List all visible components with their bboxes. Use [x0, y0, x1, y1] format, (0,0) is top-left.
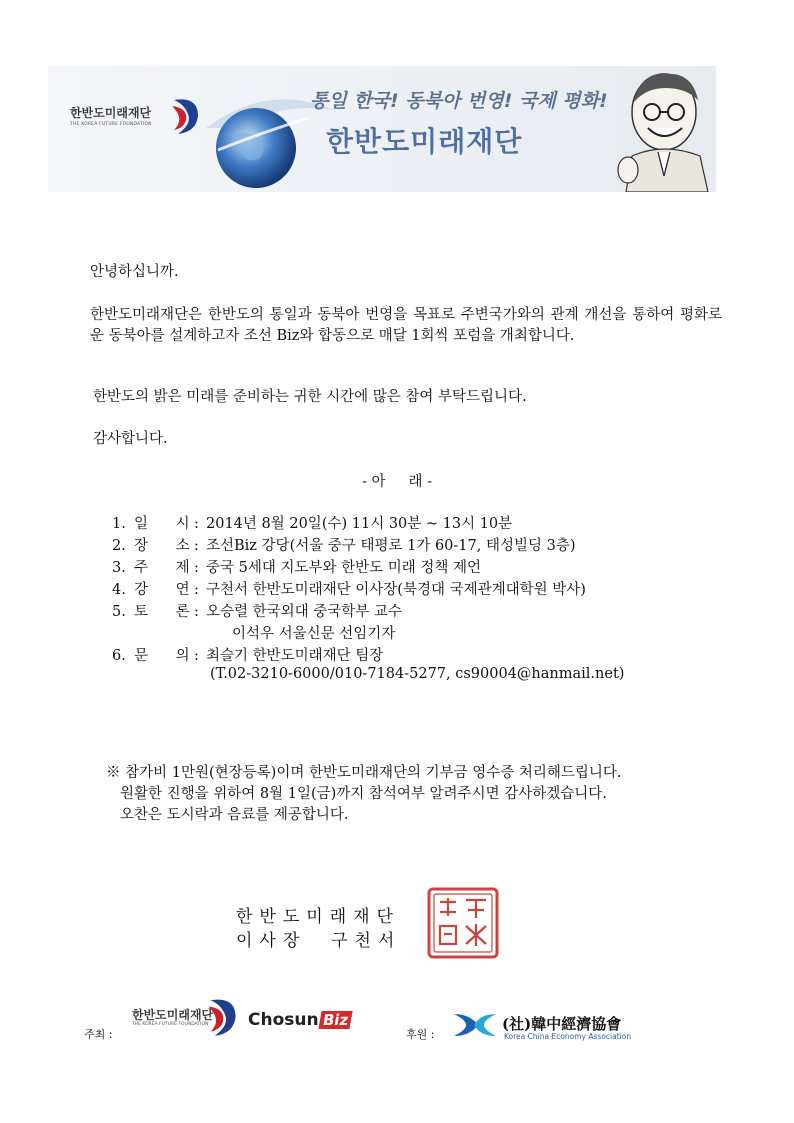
signature-org: 한반도미래재단 — [236, 907, 400, 927]
header-banner — [48, 66, 716, 192]
sponsor-subtext: Korea China Economy Association — [504, 1032, 632, 1041]
detail-discussion: 5. 토 론 : 오승렬 한국외대 중국학부 교수 — [112, 604, 402, 620]
sponsor-emblem-icon — [452, 1010, 498, 1040]
chosun-biz-logo — [248, 1010, 351, 1030]
sponsor-name: (社)韓中經濟協會 — [502, 1015, 622, 1033]
detail-date: 1. 일 시 : 2014년 8월 20일(수) 11시 30분 ~ 13시 10분 — [112, 516, 513, 532]
notice-header: - 아 래 - — [361, 474, 433, 490]
signature-person: 이사장 구천서 — [236, 931, 402, 951]
taegeuk-swoosh-icon — [168, 94, 202, 138]
greeting: 안녕하십니까. — [90, 264, 179, 280]
detail-value: 오승렬 한국외대 중국학부 교수 — [206, 604, 402, 620]
biz-logo-text: Biz — [318, 1011, 352, 1029]
sponsor-logo — [452, 1010, 672, 1044]
detail-value: 구천서 한반도미래재단 이사장(북경대 국제관계대학원 박사) — [206, 582, 586, 598]
detail-topic: 3. 주 제 : 중국 5세대 지도부와 한반도 미래 정책 제언 — [112, 560, 481, 576]
detail-value: (T.02-3210-6000/010-7184-5277, cs90004@hanmail.net) — [210, 666, 625, 682]
detail-value: 조선Biz 강당(서울 중구 태평로 1가 60-17, 태성빌딩 3층) — [206, 538, 576, 554]
chairman-caricature-icon — [616, 66, 716, 192]
logo-subtext: THE KOREA FUTURE FOUNDATION — [70, 122, 152, 127]
sponsor-label: 후원 : — [406, 1028, 435, 1041]
host-logo — [132, 1000, 242, 1044]
thanks-text: 감사합니다. — [93, 431, 168, 447]
invitation-paragraph: 한반도의 밝은 미래를 준비하는 귀한 시간에 많은 참여 부탁드립니다. — [93, 389, 527, 405]
detail-contact-info — [210, 666, 624, 682]
logo-text: 한반도미래재단 — [70, 106, 152, 120]
note-fee: ※ 참가비 1만원(현장등록)이며 한반도미래재단의 기부금 영수증 처리해드립니다. — [106, 765, 622, 781]
detail-value: 최슬기 한반도미래재단 팀장 — [206, 648, 384, 664]
foundation-logo — [70, 98, 200, 158]
host-logo-text: 한반도미래재단 — [132, 1008, 214, 1022]
host-logo-subtext: THE KOREA FUTURE FOUNDATION — [132, 1022, 209, 1027]
note-rsvp: 원활한 진행을 위하여 8월 1일(금)까지 참석여부 알려주시면 감사하겠습니다. — [120, 786, 607, 802]
detail-value: 2014년 8월 20일(수) 11시 30분 ~ 13시 10분 — [206, 516, 513, 532]
taegeuk-swoosh-icon — [204, 994, 240, 1040]
detail-lecture: 4. 강 연 : 구천서 한반도미래재단 이사장(북경대 국제관계대학원 박사) — [112, 582, 586, 598]
detail-contact: 6. 문 의 : 최슬기 한반도미래재단 팀장 — [112, 648, 384, 664]
note-lunch: 오찬은 도시락과 음료를 제공합니다. — [120, 807, 349, 823]
detail-discussion-2 — [232, 622, 395, 643]
banner-slogan: 통일 한국! 동북아 번영! 국제 평화! — [310, 90, 608, 112]
detail-value: 이석우 서울신문 선임기자 — [232, 626, 396, 642]
official-seal-icon — [426, 886, 500, 960]
detail-value: 중국 5세대 지도부와 한반도 미래 정책 제언 — [206, 560, 481, 576]
detail-venue: 2. 장 소 : 조선Biz 강당(서울 중구 태평로 1가 60-17, 태성빌딩 3층) — [112, 538, 576, 554]
intro-paragraph: 한반도미래재단은 한반도의 통일과 동북아 번영을 목표로 주변국가와의 관계 개선을 통하여 평화로운 동북아를 설계하고자 조선 Biz와 합동으로 매달 1회씩 포럼을 개최합니다. — [90, 307, 722, 344]
chosun-logo-text: Chosun — [248, 1010, 319, 1030]
banner-title: 한반도미래재단 — [326, 125, 523, 158]
host-label: 주최 : — [84, 1028, 113, 1041]
